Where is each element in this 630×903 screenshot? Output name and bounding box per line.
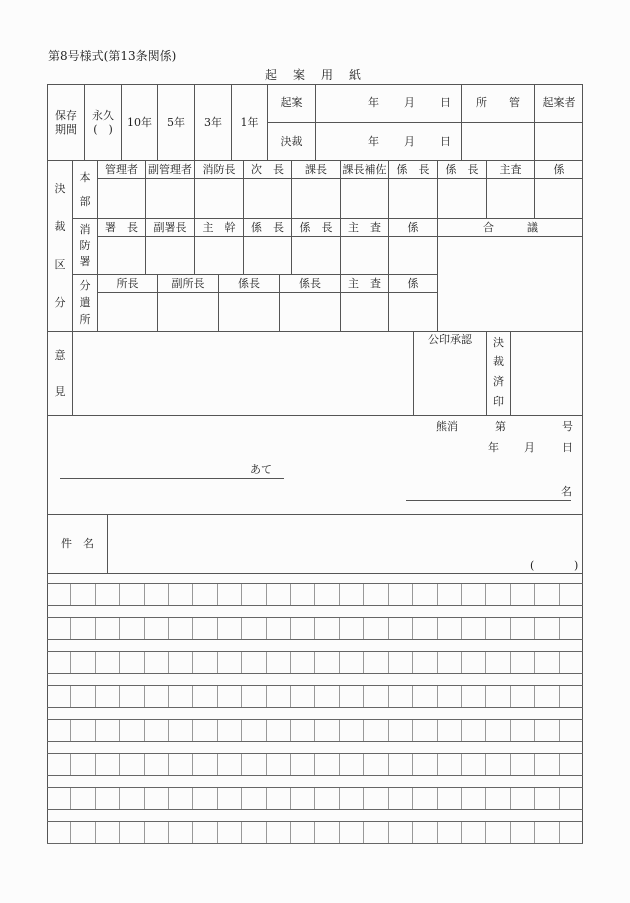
writing-grid-cell[interactable] — [267, 652, 291, 673]
writing-grid-cell[interactable] — [413, 618, 437, 639]
bunkensho-seal-kakari[interactable] — [389, 293, 437, 331]
writing-grid-cell[interactable] — [120, 618, 144, 639]
writing-grid-cell[interactable] — [96, 618, 120, 639]
writing-grid-cell[interactable] — [535, 686, 559, 707]
decision-sealed-field[interactable] — [511, 332, 583, 415]
writing-grid-cell[interactable] — [218, 822, 242, 843]
honbu-seal-kanrisha[interactable] — [98, 179, 145, 218]
writing-grid-cell[interactable] — [47, 618, 71, 639]
writing-grid-cell[interactable] — [389, 686, 413, 707]
writing-grid-cell[interactable] — [389, 720, 413, 741]
writing-grid-cell[interactable] — [389, 584, 413, 605]
shobosho-seal-shochou[interactable] — [98, 237, 145, 274]
writing-grid-cell[interactable] — [218, 686, 242, 707]
writing-grid-cell[interactable] — [291, 788, 315, 809]
writing-grid-cell[interactable] — [242, 788, 266, 809]
drafter-label: 起案者 — [542, 96, 576, 109]
writing-grid-cell[interactable] — [242, 754, 266, 775]
drafter-field[interactable] — [535, 123, 583, 160]
writing-grid-cell[interactable] — [560, 618, 583, 639]
doc-number-go: 号 — [562, 420, 573, 433]
writing-grid-cell[interactable] — [218, 720, 242, 741]
sender-name-field[interactable] — [406, 482, 558, 500]
retention-option-1y[interactable]: 1年 — [240, 116, 259, 129]
writing-grid-cell[interactable] — [438, 618, 462, 639]
decision-date-field[interactable]: 年 月 日 — [368, 135, 451, 148]
writing-grid-cell[interactable] — [193, 788, 217, 809]
writing-grid-cell[interactable] — [315, 788, 339, 809]
addressee-suffix: あて — [250, 463, 272, 476]
writing-grid-row — [47, 651, 583, 674]
writing-grid-cell[interactable] — [193, 584, 217, 605]
writing-grid-cell[interactable] — [193, 822, 217, 843]
retention-option-3y[interactable]: 3年 — [204, 116, 222, 129]
writing-grid-cell[interactable] — [413, 788, 437, 809]
writing-grid-cell[interactable] — [340, 754, 364, 775]
writing-grid-cell[interactable] — [218, 754, 242, 775]
subject-paren-open: ( — [530, 559, 535, 572]
bunkensho-role-kakari: 係 — [407, 277, 419, 290]
honbu-seal-kachou[interactable] — [292, 179, 340, 218]
writing-grid-cell[interactable] — [340, 788, 364, 809]
writing-grid-cell[interactable] — [340, 686, 364, 707]
writing-grid-cell[interactable] — [389, 618, 413, 639]
writing-grid-cell[interactable] — [218, 584, 242, 605]
writing-grid-cell[interactable] — [47, 686, 71, 707]
writing-grid-cell[interactable] — [71, 584, 95, 605]
writing-grid-cell[interactable] — [413, 720, 437, 741]
writing-grid-cell[interactable] — [364, 652, 388, 673]
writing-grid-cell[interactable] — [145, 720, 169, 741]
writing-grid-row — [47, 821, 583, 844]
writing-grid-cell[interactable] — [560, 686, 583, 707]
writing-grid-cell[interactable] — [291, 618, 315, 639]
shobosho-role-kakarichou-2: 係 長 — [299, 221, 333, 234]
writing-grid-cell[interactable] — [462, 584, 486, 605]
writing-grid-cell[interactable] — [291, 720, 315, 741]
writing-grid-cell[interactable] — [145, 788, 169, 809]
bunkensho-role-kakarichou-2: 係長 — [299, 277, 321, 290]
writing-grid-cell[interactable] — [71, 618, 95, 639]
shobosho-seal-shukan[interactable] — [195, 237, 243, 274]
bunkensho-seal-shusa[interactable] — [341, 293, 388, 331]
writing-grid-cell[interactable] — [71, 686, 95, 707]
writing-grid-cell[interactable] — [438, 822, 462, 843]
bunkensho-role-shusa: 主 査 — [348, 277, 381, 290]
writing-grid-cell[interactable] — [267, 788, 291, 809]
shobosho-seal-kakari[interactable] — [389, 237, 437, 274]
writing-grid-cell[interactable] — [535, 788, 559, 809]
opinion-field[interactable] — [73, 332, 413, 415]
writing-grid-cell[interactable] — [340, 822, 364, 843]
writing-grid-cell[interactable] — [169, 584, 193, 605]
writing-grid-cell[interactable] — [193, 618, 217, 639]
writing-grid-cell[interactable] — [96, 754, 120, 775]
writing-grid-cell[interactable] — [120, 754, 144, 775]
writing-grid-cell[interactable] — [47, 720, 71, 741]
writing-grid-cell[interactable] — [71, 754, 95, 775]
writing-grid-cell[interactable] — [145, 652, 169, 673]
writing-grid-cell[interactable] — [340, 720, 364, 741]
page-title: 起 案 用 紙 — [265, 68, 364, 82]
writing-grid-cell[interactable] — [242, 720, 266, 741]
bunkensho-role-shochou: 所長 — [116, 277, 139, 290]
subject-label: 件 名 — [61, 537, 94, 550]
writing-grid-cell[interactable] — [193, 686, 217, 707]
writing-grid-cell[interactable] — [511, 618, 535, 639]
jurisdiction-label: 所 管 — [476, 96, 520, 109]
writing-grid-cell[interactable] — [486, 584, 510, 605]
writing-grid-cell[interactable] — [267, 584, 291, 605]
writing-grid-cell[interactable] — [535, 618, 559, 639]
subject-paren-close: ) — [574, 559, 579, 572]
writing-grid-cell[interactable] — [511, 686, 535, 707]
writing-grid-cell[interactable] — [267, 618, 291, 639]
writing-grid-cell[interactable] — [486, 618, 510, 639]
writing-grid-cell[interactable] — [486, 720, 510, 741]
retention-option-10y[interactable]: 10年 — [127, 116, 152, 129]
writing-grid-cell[interactable] — [47, 822, 71, 843]
writing-grid-cell[interactable] — [71, 822, 95, 843]
bunkensho-role-kakarichou-1: 係長 — [238, 277, 260, 290]
writing-grid-cell[interactable] — [315, 720, 339, 741]
subject-paren-field[interactable] — [538, 558, 572, 572]
honbu-role-kakarichou-1: 係 長 — [396, 163, 430, 176]
writing-grid-cell[interactable] — [47, 754, 71, 775]
writing-grid-cell[interactable] — [71, 788, 95, 809]
writing-grid-cell[interactable] — [413, 754, 437, 775]
writing-grid-cell[interactable] — [438, 584, 462, 605]
writing-grid-cell[interactable] — [535, 822, 559, 843]
writing-grid-cell[interactable] — [193, 652, 217, 673]
writing-grid-cell[interactable] — [560, 754, 583, 775]
writing-grid-cell[interactable] — [438, 788, 462, 809]
shobosho-role-shochou: 署 長 — [105, 221, 138, 234]
bunkensho-seal-fukushochou[interactable] — [158, 293, 218, 331]
writing-grid-cell[interactable] — [315, 584, 339, 605]
writing-grid-row — [47, 685, 583, 708]
writing-grid-cell[interactable] — [120, 720, 144, 741]
writing-grid-cell[interactable] — [438, 686, 462, 707]
writing-grid-cell[interactable] — [389, 822, 413, 843]
jurisdiction-field[interactable] — [462, 123, 534, 160]
shobosho-role-shusa: 主 査 — [348, 221, 381, 234]
writing-grid-cell[interactable] — [96, 720, 120, 741]
honbu-role-kakari: 係 — [553, 163, 565, 176]
honbu-role-shusa: 主査 — [499, 163, 522, 176]
bunkensho-role-fukushochou: 副所長 — [171, 277, 205, 290]
writing-grid-cell[interactable] — [364, 754, 388, 775]
writing-grid-cell[interactable] — [364, 618, 388, 639]
writing-grid-cell[interactable] — [486, 686, 510, 707]
writing-grid-cell[interactable] — [169, 652, 193, 673]
writing-grid-cell[interactable] — [389, 788, 413, 809]
writing-grid-cell[interactable] — [364, 584, 388, 605]
honbu-role-fukukanrisha: 副管理者 — [148, 163, 192, 176]
writing-grid-cell[interactable] — [145, 618, 169, 639]
writing-grid-cell[interactable] — [315, 822, 339, 843]
writing-grid-cell[interactable] — [218, 652, 242, 673]
writing-grid-cell[interactable] — [511, 720, 535, 741]
writing-grid-cell[interactable] — [47, 652, 71, 673]
honbu-role-kachou: 課長 — [305, 163, 327, 176]
addressee-field[interactable] — [60, 460, 248, 478]
writing-grid-cell[interactable] — [267, 822, 291, 843]
writing-grid-cell[interactable] — [462, 754, 486, 775]
writing-grid-cell[interactable] — [560, 788, 583, 809]
writing-grid-cell[interactable] — [462, 788, 486, 809]
writing-grid-cell[interactable] — [340, 618, 364, 639]
honbu-seal-shusa[interactable] — [487, 179, 534, 218]
writing-grid-cell[interactable] — [291, 652, 315, 673]
writing-grid-cell[interactable] — [462, 720, 486, 741]
honbu-seal-kakarichou-1[interactable] — [389, 179, 437, 218]
shobosho-role-shukan: 主 幹 — [202, 221, 236, 234]
writing-grid-cell[interactable] — [242, 822, 266, 843]
doc-number-prefix: 熊消 — [436, 420, 458, 433]
writing-grid-cell[interactable] — [486, 754, 510, 775]
writing-grid-cell[interactable] — [145, 822, 169, 843]
writing-grid-cell[interactable] — [535, 754, 559, 775]
writing-grid-cell[interactable] — [145, 754, 169, 775]
writing-grid-cell[interactable] — [291, 822, 315, 843]
writing-grid-cell[interactable] — [560, 584, 583, 605]
writing-grid-cell[interactable] — [120, 686, 144, 707]
writing-grid-cell[interactable] — [291, 754, 315, 775]
sender-suffix: 名 — [561, 485, 572, 498]
writing-grid-cell[interactable] — [438, 754, 462, 775]
bunkensho-seal-kakarichou-1[interactable] — [219, 293, 279, 331]
writing-grid-cell[interactable] — [462, 686, 486, 707]
writing-grid-cell[interactable] — [169, 822, 193, 843]
writing-grid-cell[interactable] — [315, 618, 339, 639]
writing-grid-cell[interactable] — [535, 584, 559, 605]
writing-grid-cell[interactable] — [413, 686, 437, 707]
writing-grid-cell[interactable] — [120, 822, 144, 843]
writing-grid-cell[interactable] — [462, 652, 486, 673]
writing-grid-cell[interactable] — [511, 584, 535, 605]
writing-grid-cell[interactable] — [364, 788, 388, 809]
writing-grid-row — [47, 583, 583, 606]
writing-grid-row — [47, 617, 583, 640]
writing-grid-cell[interactable] — [438, 652, 462, 673]
shobosho-seal-kakarichou-2[interactable] — [292, 237, 340, 274]
writing-grid-cell[interactable] — [96, 584, 120, 605]
writing-grid-cell[interactable] — [120, 584, 144, 605]
writing-grid-cell[interactable] — [291, 584, 315, 605]
writing-grid-cell[interactable] — [169, 618, 193, 639]
writing-grid-cell[interactable] — [462, 822, 486, 843]
subject-field[interactable] — [108, 515, 583, 559]
writing-grid-cell[interactable] — [511, 754, 535, 775]
writing-grid-cell[interactable] — [340, 584, 364, 605]
seal-approval-field[interactable] — [414, 348, 486, 415]
writing-grid-cell[interactable] — [193, 754, 217, 775]
honbu-seal-shoubouchou[interactable] — [195, 179, 243, 218]
writing-grid-cell[interactable] — [315, 652, 339, 673]
writing-grid-cell[interactable] — [413, 584, 437, 605]
shobosho-role-kakari: 係 — [407, 221, 419, 234]
seal-approval-label: 公印承認 — [428, 333, 472, 346]
shobosho-seal-kakarichou-1[interactable] — [244, 237, 291, 274]
writing-grid-cell[interactable] — [120, 652, 144, 673]
writing-grid-cell[interactable] — [438, 720, 462, 741]
bunkensho-seal-shochou[interactable] — [98, 293, 157, 331]
writing-grid-cell[interactable] — [96, 822, 120, 843]
decision-date-label: 決裁 — [280, 135, 303, 148]
consultation-label: 合 議 — [483, 221, 538, 234]
honbu-seal-kakari[interactable] — [535, 179, 583, 218]
writing-grid-cell[interactable] — [413, 822, 437, 843]
writing-grid-cell[interactable] — [96, 788, 120, 809]
writing-grid-cell[interactable] — [535, 720, 559, 741]
shobosho-seal-shusa[interactable] — [341, 237, 388, 274]
honbu-seal-fukukanrisha[interactable] — [146, 179, 194, 218]
writing-grid-cell[interactable] — [47, 584, 71, 605]
writing-grid-cell[interactable] — [71, 652, 95, 673]
writing-grid-cell[interactable] — [486, 788, 510, 809]
writing-grid-cell[interactable] — [560, 720, 583, 741]
writing-grid-cell[interactable] — [193, 720, 217, 741]
shobosho-seal-fukushochou[interactable] — [146, 237, 194, 274]
writing-grid-cell[interactable] — [364, 822, 388, 843]
writing-grid-cell[interactable] — [96, 686, 120, 707]
shobosho-role-kakarichou-1: 係 長 — [251, 221, 284, 234]
writing-grid-row — [47, 719, 583, 742]
shobosho-role-fukushochou: 副署長 — [153, 221, 187, 234]
honbu-seal-kakarichou-2[interactable] — [438, 179, 486, 218]
writing-grid-cell[interactable] — [47, 788, 71, 809]
honbu-role-kakarichou-2: 係 長 — [445, 163, 479, 176]
doc-number-dai: 第 — [495, 420, 506, 433]
writing-grid-cell[interactable] — [169, 788, 193, 809]
writing-grid-cell[interactable] — [364, 686, 388, 707]
writing-grid-cell[interactable] — [413, 652, 437, 673]
honbu-seal-jichou[interactable] — [244, 179, 291, 218]
writing-grid-cell[interactable] — [242, 584, 266, 605]
writing-grid-cell[interactable] — [267, 686, 291, 707]
honbu-role-jichou: 次 長 — [251, 163, 284, 176]
draft-date-field[interactable]: 年 月 日 — [368, 96, 451, 109]
writing-grid-cell[interactable] — [389, 652, 413, 673]
writing-grid-cell[interactable] — [145, 584, 169, 605]
writing-grid-cell[interactable] — [96, 652, 120, 673]
honbu-role-kachouhosa: 課長補佐 — [342, 163, 387, 176]
writing-grid-cell[interactable] — [120, 788, 144, 809]
draft-date-label: 起案 — [280, 96, 303, 109]
writing-grid-cell[interactable] — [560, 652, 583, 673]
writing-grid-cell[interactable] — [486, 822, 510, 843]
writing-grid-cell[interactable] — [340, 652, 364, 673]
writing-grid-cell[interactable] — [218, 788, 242, 809]
honbu-role-shoubouchou: 消防長 — [202, 163, 236, 176]
writing-grid-cell[interactable] — [560, 822, 583, 843]
writing-grid-cell[interactable] — [486, 652, 510, 673]
writing-grid-cell[interactable] — [291, 686, 315, 707]
writing-grid-cell[interactable] — [267, 754, 291, 775]
writing-grid-cell[interactable] — [71, 720, 95, 741]
honbu-seal-kachouhosa[interactable] — [341, 179, 388, 218]
writing-grid-cell[interactable] — [315, 754, 339, 775]
writing-grid-cell[interactable] — [511, 652, 535, 673]
doc-date-field[interactable]: 年 月 日 — [488, 441, 573, 454]
writing-grid-cell[interactable] — [389, 754, 413, 775]
writing-grid-cell[interactable] — [169, 686, 193, 707]
writing-grid-cell[interactable] — [218, 618, 242, 639]
writing-grid-cell[interactable] — [242, 686, 266, 707]
writing-grid-cell[interactable] — [364, 720, 388, 741]
writing-grid-cell[interactable] — [169, 720, 193, 741]
honbu-role-kanrisha: 管理者 — [105, 163, 138, 176]
writing-grid-row — [47, 787, 583, 810]
writing-grid-cell[interactable] — [242, 618, 266, 639]
retention-option-5y[interactable]: 5年 — [167, 116, 185, 129]
writing-grid-cell[interactable] — [462, 618, 486, 639]
writing-grid-cell[interactable] — [242, 652, 266, 673]
writing-grid-cell[interactable] — [511, 788, 535, 809]
writing-grid-cell[interactable] — [169, 754, 193, 775]
writing-grid-cell[interactable] — [315, 686, 339, 707]
writing-grid-cell[interactable] — [267, 720, 291, 741]
doc-number-field[interactable] — [508, 419, 558, 435]
writing-grid-cell[interactable] — [145, 686, 169, 707]
writing-grid-cell[interactable] — [511, 822, 535, 843]
form-number: 第8号様式(第13条関係) — [48, 49, 177, 63]
consultation-field[interactable] — [438, 237, 583, 331]
writing-grid-cell[interactable] — [535, 652, 559, 673]
writing-grid-row — [47, 753, 583, 776]
bunkensho-seal-kakarichou-2[interactable] — [280, 293, 340, 331]
